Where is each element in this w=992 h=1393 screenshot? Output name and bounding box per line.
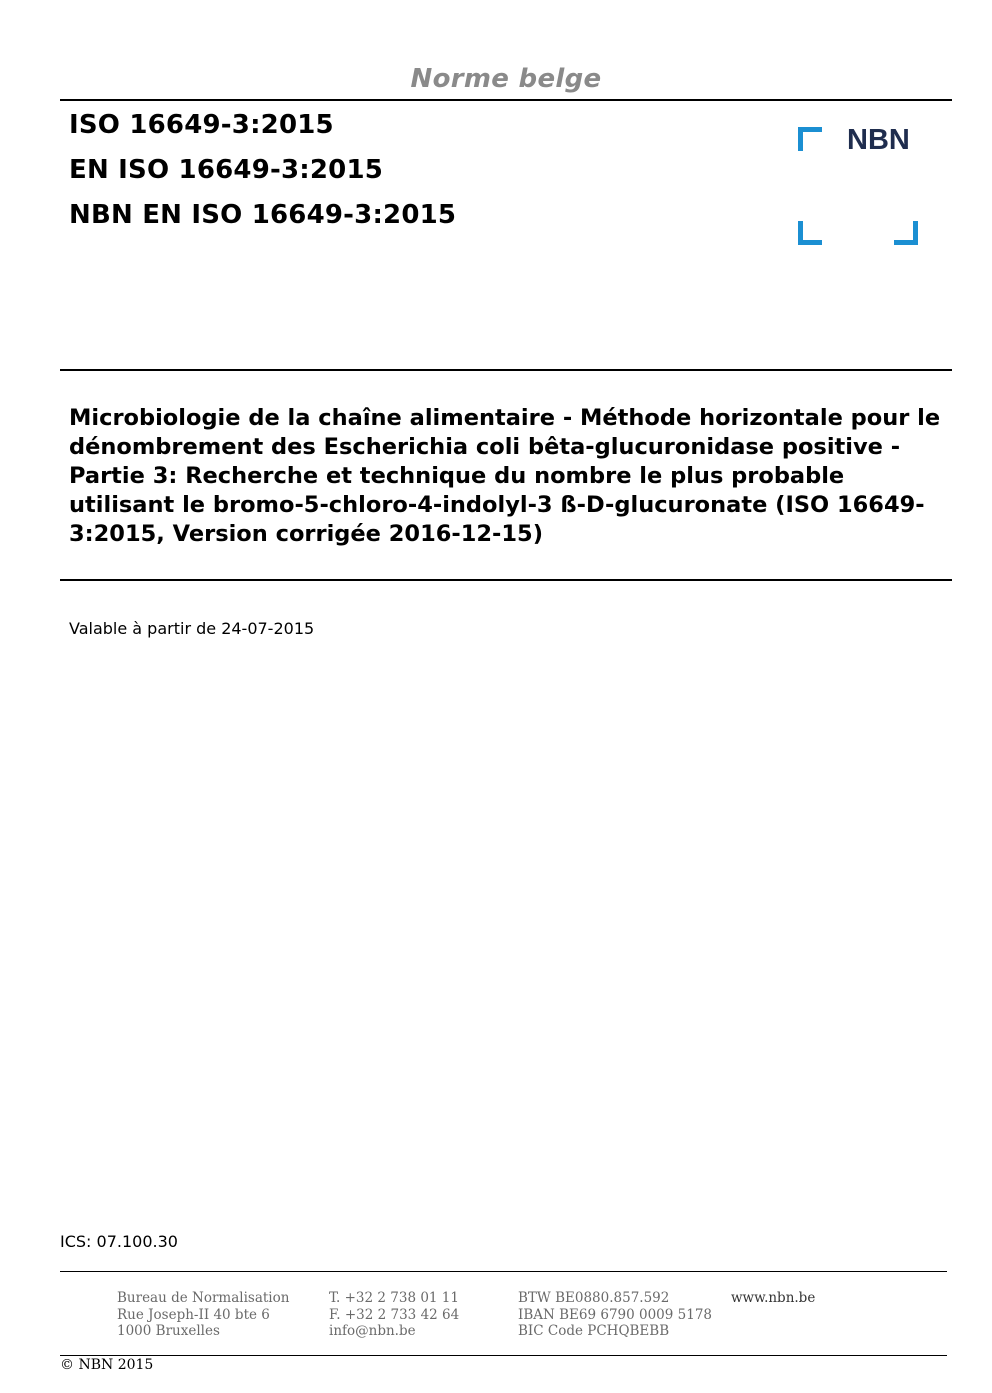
footer-address <box>117 1290 289 1340</box>
footer-address-line: Bureau de Normalisation <box>117 1290 290 1306</box>
logo-text: NBN <box>847 124 910 156</box>
footer-phone: T. +32 2 738 01 11 <box>329 1290 459 1306</box>
footer-fax: F. +32 2 733 42 64 <box>329 1306 460 1323</box>
footer-address-line: Rue Joseph-II 40 bte 6 <box>117 1306 270 1323</box>
document-title: Microbiologie de la chaîne alimentaire - Méthode horizontale pour le dénombrement des Escherichia coli bêta-glucuronidase positive - Partie 3: Recherche et technique du nombre le plus probable utilisant le bromo-5-chloro-4-indolyl-3 ß-D-glucuronate (ISO 16649-3:2015, Version corrigée 2016-12-15) <box>69 405 941 547</box>
footer-email[interactable]: info@nbn.be <box>329 1323 416 1339</box>
footer-address-line: 1000 Bruxelles <box>117 1323 220 1339</box>
copyright: © NBN 2015 <box>60 1357 154 1373</box>
nbn-logo-icon <box>796 124 920 248</box>
footer-contact <box>329 1290 459 1340</box>
footer-divider-top <box>60 1271 947 1272</box>
footer-bank <box>518 1290 712 1340</box>
ics-code: ICS: 07.100.30 <box>60 1232 178 1251</box>
standard-number-en: EN ISO 16649-3:2015 <box>69 155 384 185</box>
title-divider-bottom <box>60 579 952 581</box>
footer-vat: BTW BE0880.857.592 <box>518 1290 670 1306</box>
brand-header: Norme belge <box>410 64 602 94</box>
top-divider <box>60 99 952 101</box>
footer-bic: BIC Code PCHQBEBB <box>518 1323 670 1339</box>
logo-bracket-bottom-left <box>801 221 823 243</box>
title-divider-top <box>60 369 952 371</box>
footer-website-link[interactable]: www.nbn.be <box>731 1290 816 1306</box>
logo-bracket-bottom-right <box>894 221 916 243</box>
footer-iban: IBAN BE69 6790 0009 5178 <box>518 1306 713 1323</box>
standard-number-nbn: NBN EN ISO 16649-3:2015 <box>69 200 457 230</box>
logo-bracket-top-left <box>801 130 823 152</box>
footer-divider-bottom <box>60 1355 947 1356</box>
validity-date: Valable à partir de 24-07-2015 <box>69 619 315 638</box>
standard-number-iso: ISO 16649-3:2015 <box>69 110 334 140</box>
